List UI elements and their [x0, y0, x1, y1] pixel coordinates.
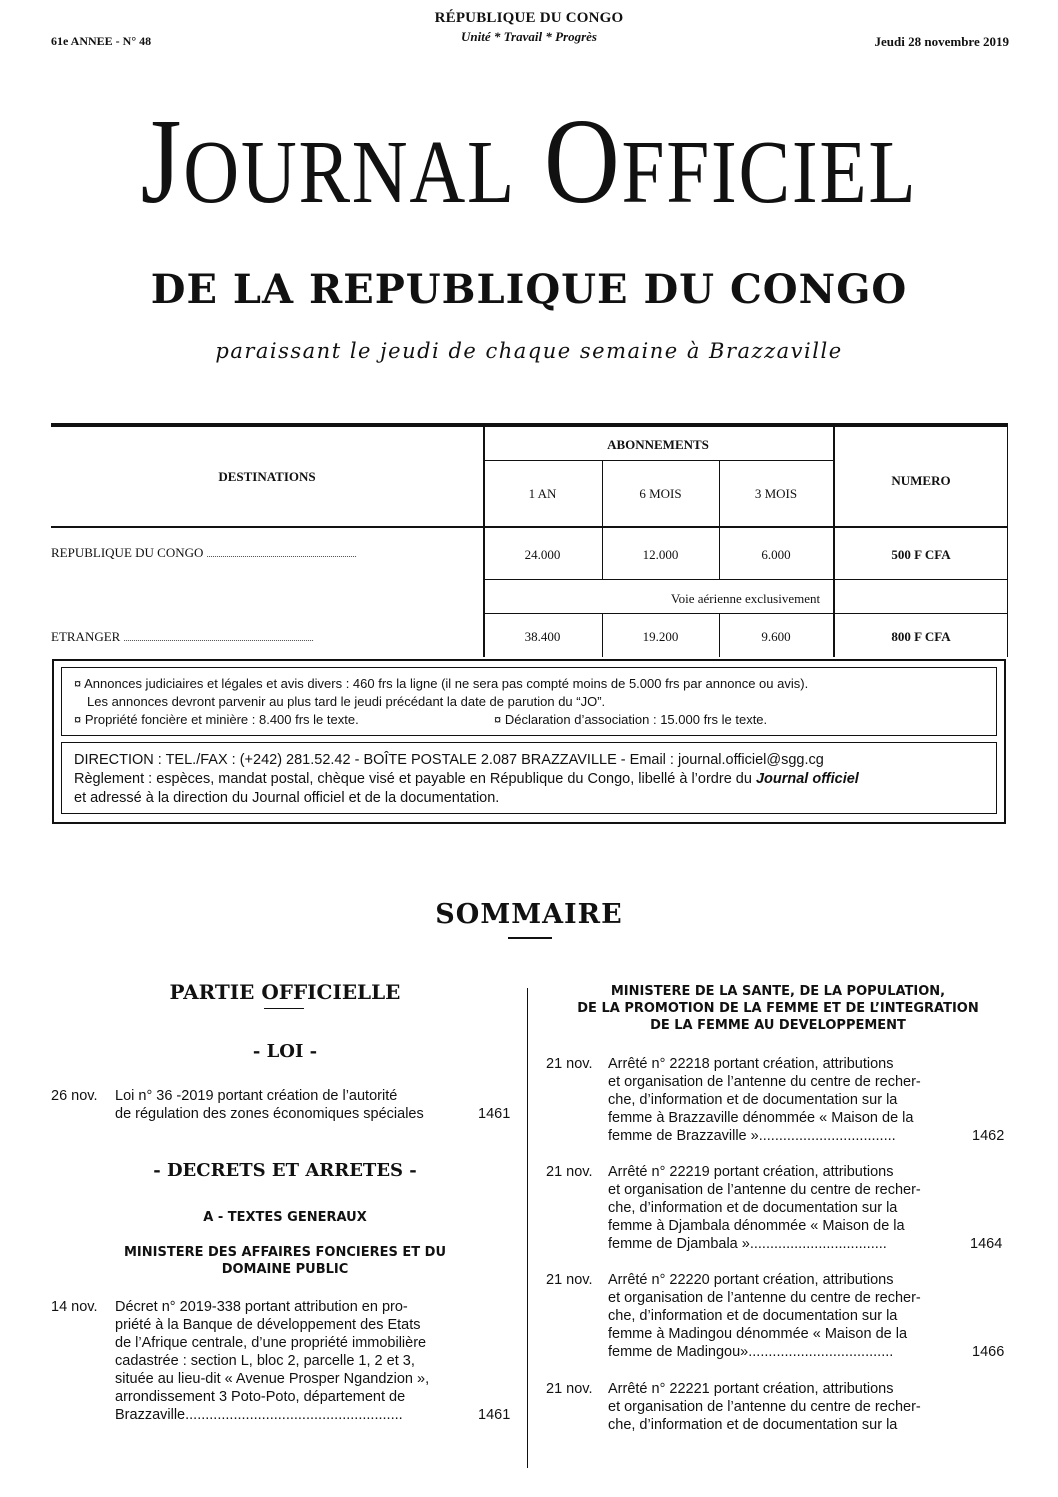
issue-date: Jeudi 28 novembre 2019 — [874, 34, 1009, 49]
decrets-title: - DECRETS ET ARRETES - — [153, 1160, 417, 1181]
table-divider — [483, 423, 485, 657]
air-mail-note: Voie aérienne exclusivement — [670, 591, 821, 606]
period-header: 3 MOIS — [754, 486, 798, 501]
numero-header: NUMERO — [891, 473, 951, 488]
destination-name: ETRANGER — [51, 629, 121, 644]
entry-line: Arrêté n° 22220 portant création, attributions — [608, 1272, 894, 1288]
entry-line: et organisation de l’antenne du centre de recher- — [608, 1074, 921, 1090]
period-header: 6 MOIS — [639, 486, 682, 501]
entry-date: 21 nov. — [546, 1381, 593, 1397]
ministry-heading — [51, 1244, 519, 1278]
price-3mois: 9.600 — [761, 629, 791, 644]
entry-line: Arrêté n° 22219 portant création, attributions — [608, 1164, 894, 1180]
ministry-line: DOMAINE PUBLIC — [221, 1262, 349, 1277]
entry-line: femme à Brazzaville dénommée « Maison de la — [608, 1110, 914, 1126]
entry-line: et organisation de l’antenne du centre de recher- — [608, 1182, 921, 1198]
price-3mois: 6.000 — [761, 547, 791, 562]
contact-line: DIRECTION : TEL./FAX : (+242) 281.52.42 - BOÎTE POSTALE 2.087 BRAZZAVILLE - Email : journal.officiel@sgg.cg — [74, 752, 824, 768]
entry-date: 26 nov. — [51, 1088, 98, 1104]
notice-line: ¤ Annonces judiciaires et légales et avis divers : 460 frs la ligne (il ne sera pas compté moins de 5.000 frs par annonce ou avis). — [74, 676, 809, 691]
entry-text — [608, 1380, 958, 1434]
masthead-letter-o: O — [543, 94, 622, 229]
entry-line: che, d’information et de documentation sur la — [608, 1092, 898, 1108]
entry-text — [608, 1271, 958, 1361]
payment-text: Règlement : espèces, mandat postal, chèque visé et payable en République du Congo, libellé à l’ordre du — [74, 771, 756, 787]
summary-rule — [508, 937, 552, 939]
abonnements-header: ABONNEMENTS — [607, 437, 709, 452]
dot-leader: ............................................................................................... — [123, 634, 314, 643]
price-6mois: 12.000 — [642, 547, 679, 562]
title-rule — [264, 1008, 304, 1009]
ministry-line: DE LA FEMME AU DEVELOPPEMENT — [650, 1018, 906, 1033]
masthead-tagline: paraissant le jeudi de chaque semaine à Brazzaville — [215, 339, 843, 363]
entry-date: 21 nov. — [546, 1164, 593, 1180]
entry-line: de l’Afrique centrale, d’une propriété immobilière — [115, 1335, 427, 1351]
masthead-letter-j: J — [140, 94, 184, 229]
entry-line: femme de Djambala ».................................. — [608, 1236, 887, 1252]
masthead-word-fficiel: FFICIEL — [621, 123, 918, 222]
entry-page: 1464 — [970, 1236, 1003, 1252]
contact-line: et adressé à la direction du Journal officiel et de la documentation. — [74, 790, 500, 806]
table-header-rule — [51, 526, 1008, 528]
entry-line: située au lieu-dit « Avenue Prosper Ngandzion », — [115, 1371, 430, 1387]
toc-entry[interactable] — [546, 1271, 1008, 1363]
toc-entry[interactable] — [51, 1087, 519, 1127]
toc-entry[interactable] — [546, 1163, 1008, 1255]
notice-line: ¤ Déclaration d’association : 15.000 frs le texte. — [494, 712, 768, 727]
destination-row-label — [51, 629, 456, 645]
entry-line: che, d’information et de documentation sur la — [608, 1200, 898, 1216]
toc-entry[interactable] — [51, 1298, 519, 1428]
entry-line: Arrêté n° 22218 portant création, attributions — [608, 1056, 894, 1072]
entry-text — [608, 1055, 958, 1145]
entry-line: et organisation de l’antenne du centre de recher- — [608, 1399, 921, 1415]
ministry-line: MINISTERE DE LA SANTE, DE LA POPULATION, — [610, 984, 946, 999]
entry-text — [115, 1087, 475, 1123]
entry-date: 14 nov. — [51, 1299, 98, 1315]
entry-text — [115, 1298, 475, 1424]
table-divider — [483, 579, 1008, 580]
entry-line: Brazzaville...................................................... — [115, 1407, 403, 1423]
entry-date: 21 nov. — [546, 1056, 593, 1072]
entry-text — [608, 1163, 958, 1253]
destination-name: REPUBLIQUE DU CONGO — [51, 545, 204, 560]
price-numero: 500 F CFA — [891, 547, 951, 562]
entry-line: femme de Brazzaville ».................................. — [608, 1128, 896, 1144]
notice-line: Les annonces devront parvenir au plus tard le jeudi précédant la date de parution du “JO”. — [87, 694, 606, 709]
entry-page: 1461 — [478, 1106, 511, 1122]
subscription-table — [51, 423, 1008, 657]
textes-generaux-title: A - TEXTES GENERAUX — [203, 1210, 367, 1225]
masthead-title — [74, 94, 984, 235]
price-1an: 24.000 — [524, 547, 561, 562]
entry-line: arrondissement 3 Poto-Poto, département de — [115, 1389, 406, 1405]
notices-box — [61, 667, 997, 736]
destination-row-label — [51, 545, 456, 561]
dot-leader: ........................................................................... — [206, 550, 357, 559]
entry-line: femme de Madingou».................................... — [608, 1344, 894, 1360]
entry-line: che, d’information et de documentation sur la — [608, 1417, 898, 1433]
toc-entry[interactable] — [546, 1055, 1008, 1147]
column-divider — [527, 988, 528, 1468]
summary-title: SOMMAIRE — [435, 899, 623, 930]
entry-page: 1466 — [972, 1344, 1005, 1360]
entry-line: Décret n° 2019-338 portant attribution en pro- — [115, 1299, 408, 1315]
entry-page: 1462 — [972, 1128, 1005, 1144]
notice-line: ¤ Propriété foncière et minière : 8.400 frs le texte. — [74, 712, 359, 727]
entry-line: priété à la Banque de développement des Etats — [115, 1317, 421, 1333]
entry-date: 21 nov. — [546, 1272, 593, 1288]
masthead-subtitle: DE LA REPUBLIQUE DU CONGO — [150, 266, 908, 313]
ministry-line: MINISTERE DES AFFAIRES FONCIERES ET DU — [123, 1245, 447, 1260]
entry-line: de régulation des zones économiques spéciales — [115, 1106, 424, 1122]
toc-entry[interactable] — [546, 1380, 1008, 1436]
price-6mois: 19.200 — [642, 629, 679, 644]
table-divider — [483, 460, 834, 461]
journal-name: Journal officiel — [755, 771, 859, 787]
entry-line: che, d’information et de documentation sur la — [608, 1308, 898, 1324]
loi-title: - LOI - — [252, 1041, 318, 1062]
price-numero: 800 F CFA — [891, 629, 951, 644]
entry-line: femme à Djambala dénommée « Maison de la — [608, 1218, 905, 1234]
info-panel — [52, 659, 1006, 824]
destinations-header: DESTINATIONS — [218, 469, 316, 484]
ministry-heading — [540, 983, 1016, 1034]
entry-line: Loi n° 36 -2019 portant création de l’autorité — [115, 1088, 398, 1104]
entry-page: 1461 — [478, 1407, 511, 1423]
entry-line: femme à Madingou dénommée « Maison de la — [608, 1326, 908, 1342]
price-1an: 38.400 — [524, 629, 561, 644]
entry-line: Arrêté n° 22221 portant création, attributions — [608, 1381, 894, 1397]
entry-line: et organisation de l’antenne du centre de recher- — [608, 1290, 921, 1306]
partie-officielle-title: PARTIE OFFICIELLE — [169, 980, 401, 1004]
ministry-line: DE LA PROMOTION DE LA FEMME ET DE L’INTEGRATION — [577, 1001, 979, 1016]
table-divider — [1007, 423, 1008, 657]
national-motto: Unité * Travail * Progrès — [460, 29, 597, 44]
republic-name: RÉPUBLIQUE DU CONGO — [434, 10, 624, 26]
table-divider — [483, 613, 1008, 614]
period-header: 1 AN — [528, 486, 557, 501]
table-divider — [833, 423, 835, 657]
contact-box — [61, 742, 997, 814]
entry-line: cadastrée : section L, bloc 2, parcelle 1, 2 et 3, — [115, 1353, 415, 1369]
table-top-rule — [51, 423, 1008, 427]
masthead-word-ournal: OURNAL — [183, 123, 517, 222]
payment-line — [74, 771, 859, 787]
issue-number: 61e ANNEE - N° 48 — [51, 34, 152, 48]
